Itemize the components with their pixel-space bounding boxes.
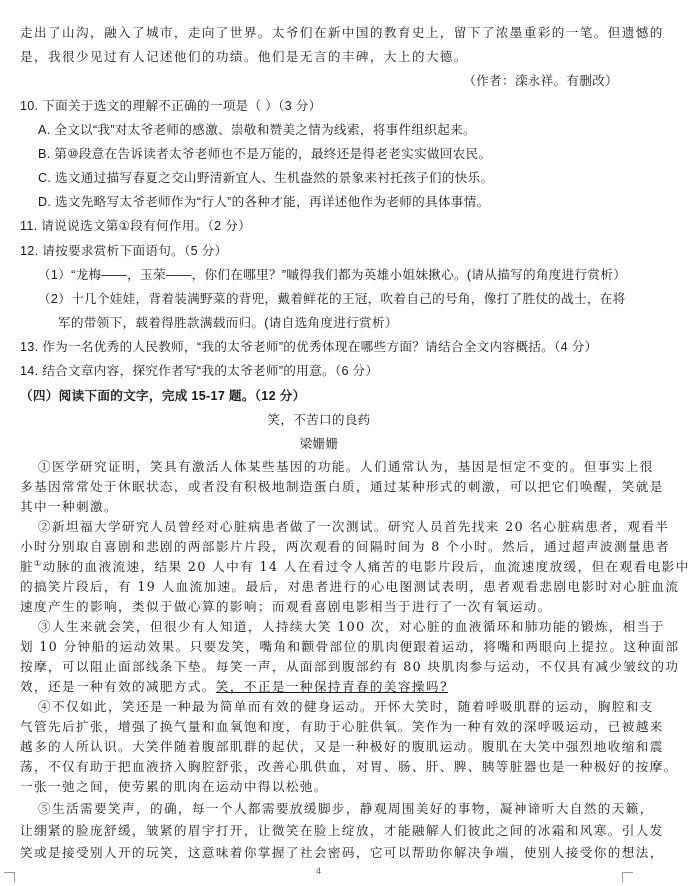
paragraph-fragment: 效，还是一种有效的减肥方式。 [20,679,216,694]
question-10-option-d: D. 选文先略写太爷老师作为“行人”的各种才能，再详述他作为老师的具体事情。 [38,195,490,209]
question-10-option-a: A. 全文以“我”对太爷老师的感激、崇敬和赞美之情为线索，将事件组织起来。 [38,123,476,137]
question-12-item-2: （2）十几个娃娃，背着装满野菜的背兜，戴着鲜花的王冠，吹着自己的号角，像打了胜仗的战士，在将 [38,292,626,306]
page-number: 4 [315,866,321,876]
question-14: 14. 结合文章内容，探究作者写“我的太爷老师”的用意。（6 分） [20,364,379,378]
paragraph-fragment: 动脉的血液流速，结果 20 人中有 14 人在看过令人痛苦的电影片段后，血流速度放缓，但在观看电影中 [42,559,690,574]
passage-author: （作者：滦永祥。有删改） [463,74,618,88]
article-title: 笑，不苦口的良药 [267,413,371,427]
paragraph-line: 让绷紧的脸庞舒缓，皱紧的眉宇打开，让微笑在脸上绽放，才能融解人们彼此之间的冰霜和风寒。引人发 [20,823,664,838]
footnote-marker: ① [34,558,43,568]
question-12-item-2-cont: 军的带领下，载着得胜款满载而归。(请自选角度进行赏析） [58,316,398,330]
question-11: 11. 请说说选文第①段有何作用。（2 分） [20,219,252,233]
paragraph-line: 划 10 分钟船的运动效果。只要发笑，嘴角和颧骨部位的肌肉便跟着运动，将嘴和两眼向上提拉。这种面部 [20,639,680,654]
paragraph-line [20,678,618,695]
paragraph-line: 笑或是接受别人开的玩笑，这意味着你掌握了社会密码，它可以帮助你解决争端，使别人接受你的想法， [20,845,664,860]
paragraph-line: 小时分别取自喜剧和悲剧的两部影片片段，两次观看的间隔时间为 8 个小时。然后，通过超声波测量患者 [20,539,670,554]
paragraph-fragment: 脏 [20,559,34,574]
question-12-item-1: （1）“龙梅——，玉荣——，你们在哪里？”嘁得我们都为英雄小姐妹揪心。(请从描写的角度进行赏析） [38,268,627,282]
section-heading: （四）阅读下面的文字，完成 15-17 题。（12 分） [20,389,306,403]
paragraph-line: 多基因常常处于休眠状态，或者没有积极地制造蛋白质，通过某种形式的刺激，可以把它们唤醒，笑就是 [20,479,664,494]
paragraph-line: 越多的人所认识。大笑伴随着腹部肌群的起伏，又是一种极好的腹肌运动。腹肌在大笑中强烈地收缩和震 [20,739,664,754]
underlined-sentence: 笑，不正是一种保持青春的美容操吗? [215,679,448,694]
article-author: 梁姗姗 [299,437,339,451]
paragraph-line: ③人生来就会笑，但很少有人知道，人持续大笑 100 次，对心脏的血液循环和肺功能的锻炼，相当于 [38,619,665,634]
question-12: 12. 请按要求赏析下面语句。（5 分） [20,244,228,258]
paragraph-line: ②新坦福大学研究人员曾经对心脏病患者做了一次测试。研究人员首先找来 20 名心脏病患者，观看半 [38,519,670,534]
passage-tail-line: 走出了山沟，融入了城市，走向了世界。太爷们在新中国的教育史上，留下了浓墨重彩的一笔。但遗憾的 [20,25,664,40]
paragraph-line: 气管先后扩张，增强了换气量和血氧饱和度，有助于心脏供氧。笑作为一种有效的深呼吸运动，已被越来 [20,719,664,734]
paragraph-line: ④不仅如此，笑还是一种最为简单而有效的健身运动。开怀大笑时，随着呼吸肌群的运动，胸腔和支 [38,699,654,714]
paragraph-line: ①医学研究证明，笑具有激活人体某些基因的功能。人们通常认为，基因是恒定不变的。但事实上很 [38,459,654,474]
paragraph-line: 按摩，可以阻止面部线条下垫。每笑一声，从面部到腹部约有 80 块肌肉参与运动，不仅具有减少皱纹的功 [20,659,680,674]
question-10-option-b: B. 第⑩段意在告诉读者太爷老师也不是万能的，最终还是得老老实实做回农民。 [38,147,492,161]
paragraph-line: 速度产生的影响，类似于做心算的影响；而观看喜剧电影相当于进行了一次有氧运动。 [20,599,552,614]
paragraph-line: 的搞笑片段后，有 19 人血流加速。最后，对患者进行的心电图测试表明，患者观看悲剧电影时对心脏血流 [20,579,680,594]
paragraph-line: 其中一种刺激。 [20,499,118,514]
question-10: 10. 下面关于选文的理解不正确的一项是（ ）（3 分） [20,99,322,113]
passage-tail-line: 是，我很少见过有人记述他们的功绩。他们是无言的丰碑，大上的大德。 [20,49,468,64]
question-13: 13. 作为一名优秀的人民教师，“我的太爷老师”的优秀体现在哪些方面？请结合全文内容概括。（4 分） [20,340,598,354]
question-10-option-c: C. 选文通过描写春夏之交山野清新宜人、生机盎然的景象来衬托孩子们的快乐。 [38,171,494,185]
paragraph-line: 荡，不仅有助于把血液挤入胸腔舒张，改善心肌供血，对胃、肠、肝、脾、胰等脏器也是一种极好的按摩。 [20,759,678,774]
paragraph-line: 一张一弛之间，使劳累的肌肉在运动中得以松弛。 [20,779,328,794]
paragraph-line [20,558,690,575]
paragraph-line: ⑤生活需要笑声，的确，每一个人都需要放缓脚步，静观周围美好的事物，凝神谛听大自然的天籁， [38,801,654,816]
